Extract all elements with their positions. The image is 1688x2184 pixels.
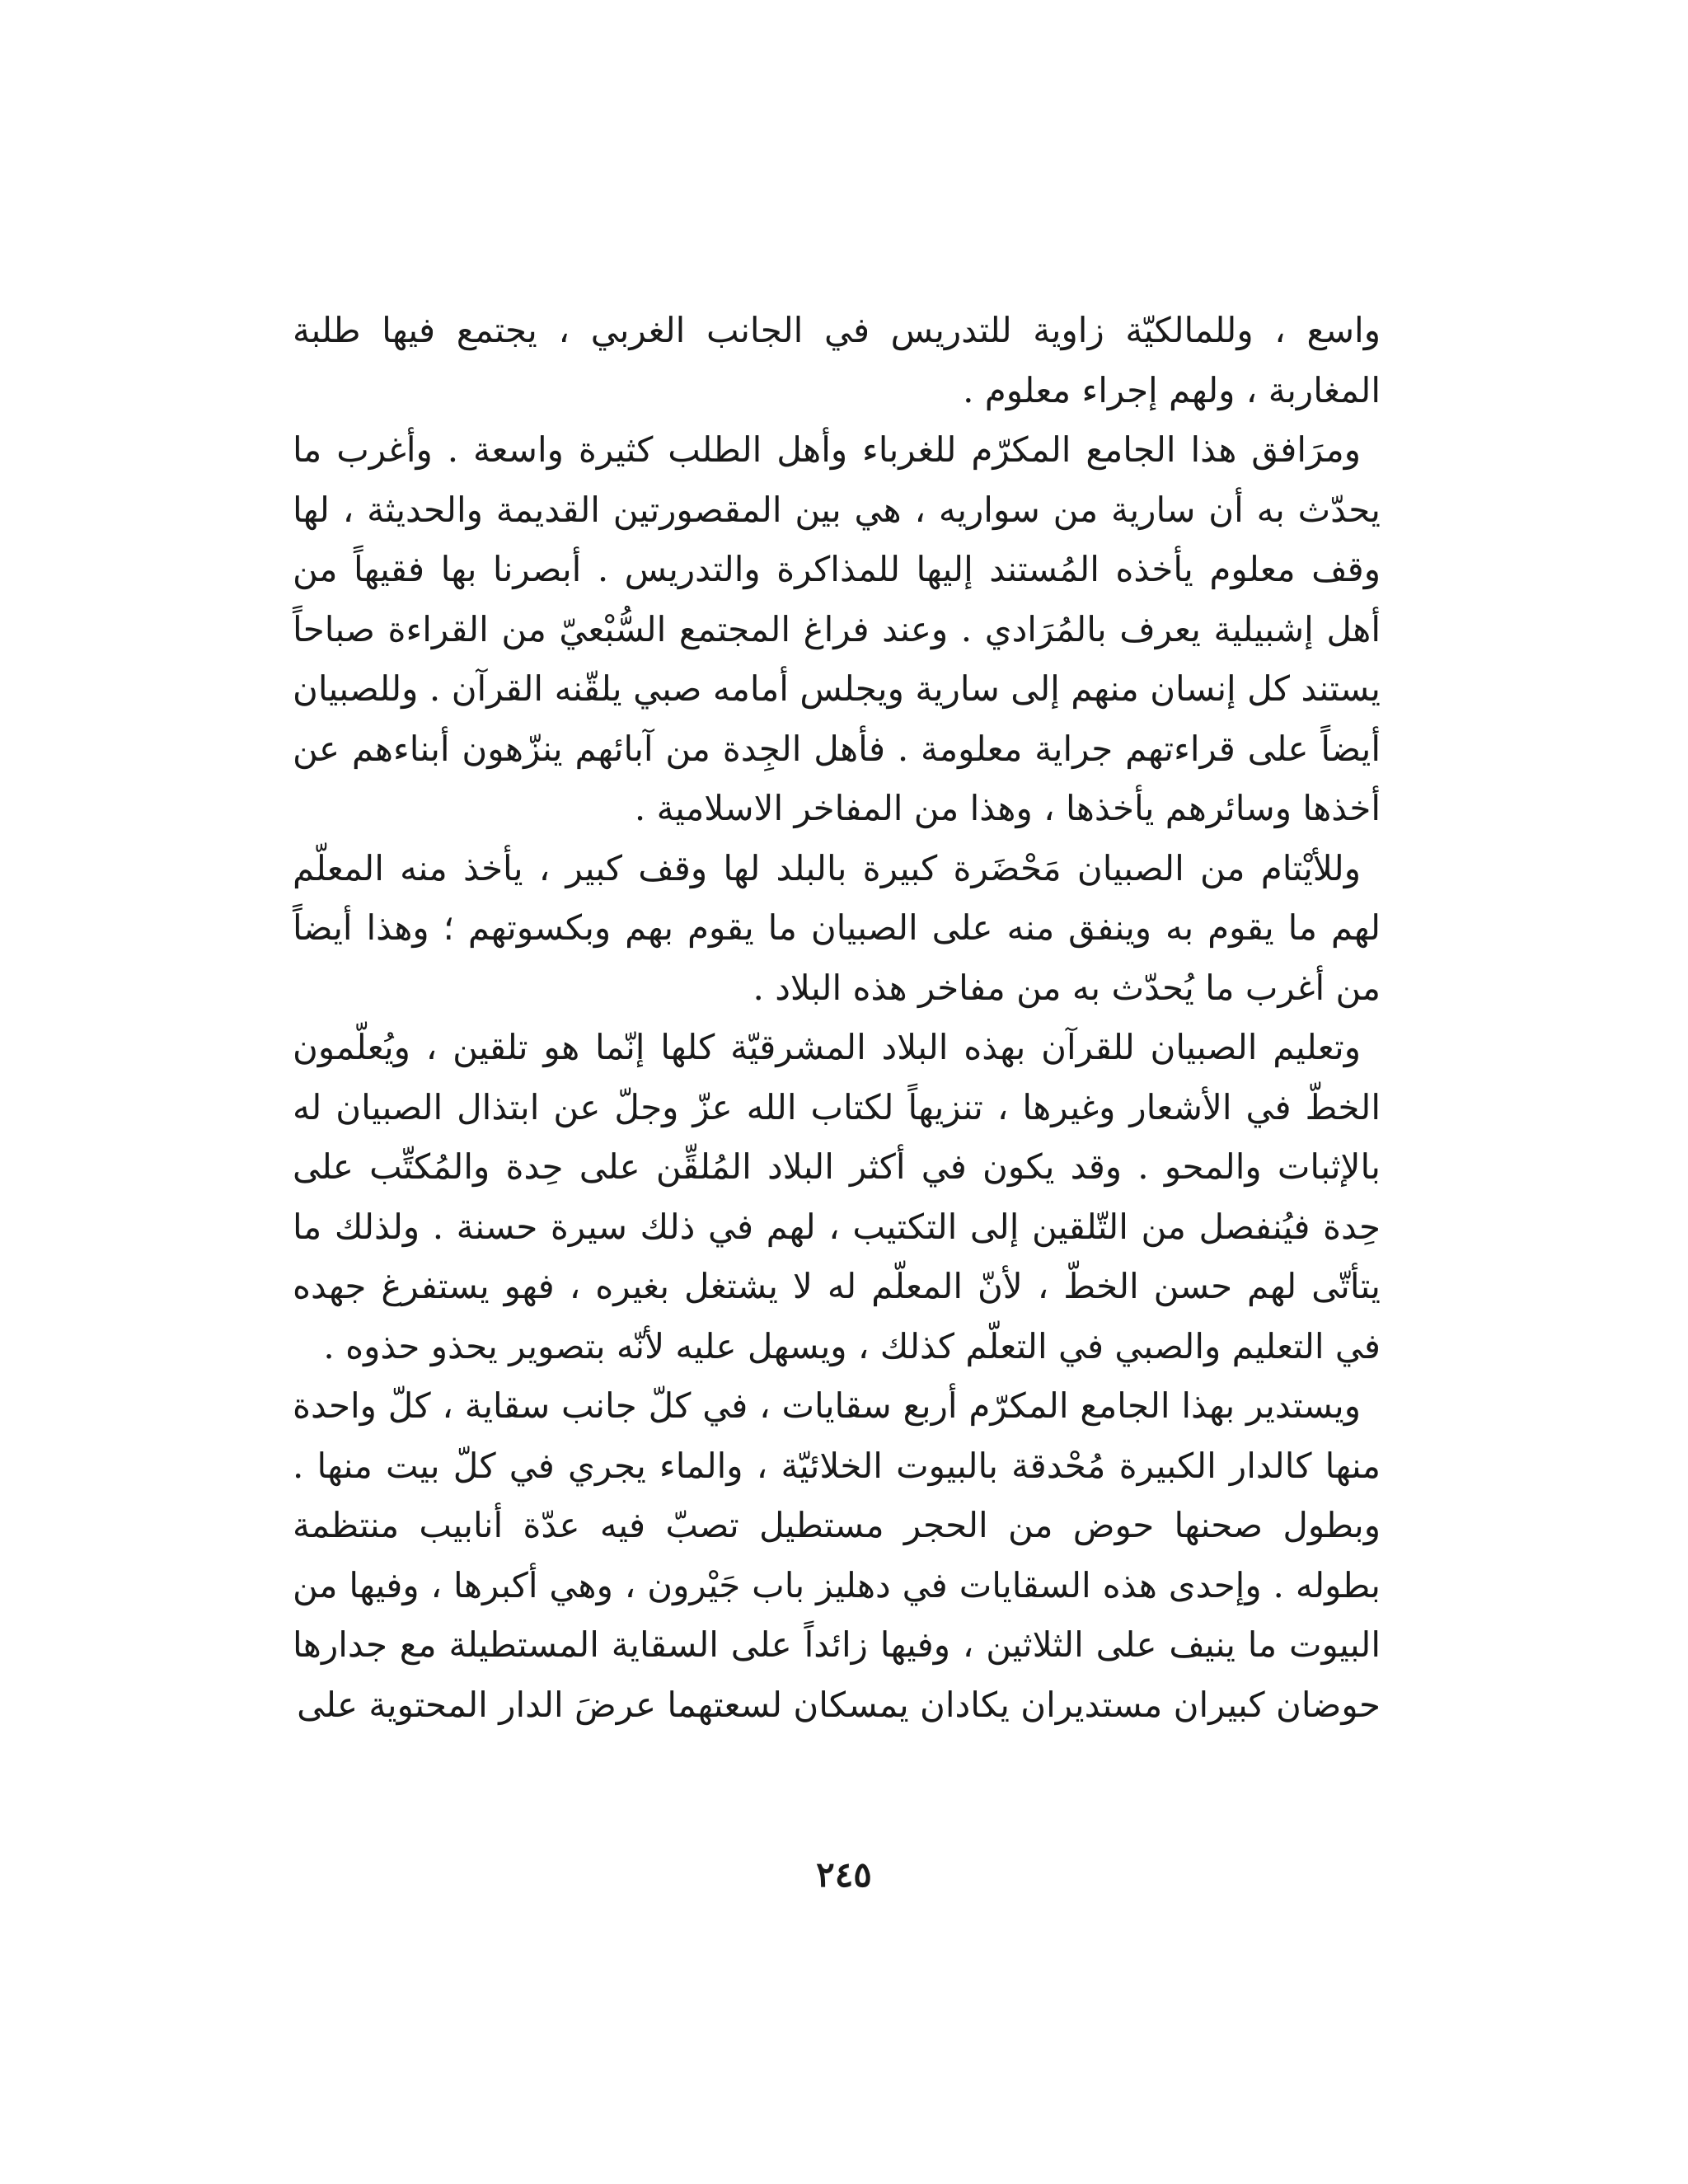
paragraph-5: ويستدير بهذا الجامع المكرّم أربع سقايات ، في كلّ جانب سقاية ، كلّ واحدة منها كالدار الكبيرة مُحْدقة بالبيوت الخلائيّة ، والماء يجري في كلّ بيت منها . وبطول صحنها حوض من الحجر مستطيل تصبّ فيه عدّة أنابيب منتظمة بطوله . وإحدى هذه السقايات في دهليز باب جَيْرون ، وهي أكبرها ، وفيها من البيوت ما ينيف على الثلاثين ، وفيها زائداً على السقاية المستطيلة مع جدارها حوضان كبيران مستديران يكادان يمسكان لسعتهما عرضَ الدار المحتوية على bbox=[293, 1385, 1381, 1725]
paragraph-4: وتعليم الصبيان للقرآن بهذه البلاد المشرقيّة كلها إنّما هو تلقين ، ويُعلّمون الخطّ في الأشعار وغيرها ، تنزيهاً لكتاب الله عزّ وجلّ عن ابتذال الصبيان له بالإثبات والمحو . وقد يكون في أكثر البلاد المُلقِّن على حِدة والمُكتِّب على حِدة فيُنفصل من التّلقين إلى التكتيب ، لهم في ذلك سيرة حسنة . ولذلك ما يتأتّى لهم حسن الخطّ ، لأنّ المعلّم له لا يشتغل بغيره ، فهو يستفرغ جهده في التعليم والصبي في التعلّم كذلك ، ويسهل عليه لأنّه بتصوير يحذو حذوه . bbox=[293, 1027, 1381, 1366]
paragraph-3: وللأيْتام من الصبيان مَحْضَرة كبيرة بالبلد لها وقف كبير ، يأخذ منه المعلّم لهم ما يقوم به وينفق منه على الصبيان ما يقوم بهم وبكسوتهم ؛ وهذا أيضاً من أغرب ما يُحدّث به من مفاخر هذه البلاد . bbox=[293, 847, 1381, 1008]
paragraph-2: ومرَافق هذا الجامع المكرّم للغرباء وأهل الطلب كثيرة واسعة . وأغرب ما يحدّث به أن سارية من سواريه ، هي بين المقصورتين القديمة والحديثة ، لها وقف معلوم يأخذه المُستند إليها للمذاكرة والتدريس . أبصرنا بها فقيهاً من أهل إشبيلية يعرف بالمُرَادي . وعند فراغ المجتمع السُّبْعيّ من القراءة صباحاً يستند كل إنسان منهم إلى سارية ويجلس أمامه صبي يلقّنه القرآن . وللصبيان أيضاً على قراءتهم جراية معلومة . فأهل الجِدة من آبائهم ينزّهون أبناءهم عن أخذها وسائرهم يأخذها ، وهذا من المفاخر الاسلامية . bbox=[293, 429, 1381, 828]
page-number: ٢٤٥ bbox=[816, 1854, 872, 1895]
body-text bbox=[293, 301, 1381, 1735]
paragraph-1: واسع ، وللمالكيّة زاوية للتدريس في الجانب الغربي ، يجتمع فيها طلبة المغاربة ، ولهم إجراء معلوم . bbox=[293, 310, 1381, 410]
